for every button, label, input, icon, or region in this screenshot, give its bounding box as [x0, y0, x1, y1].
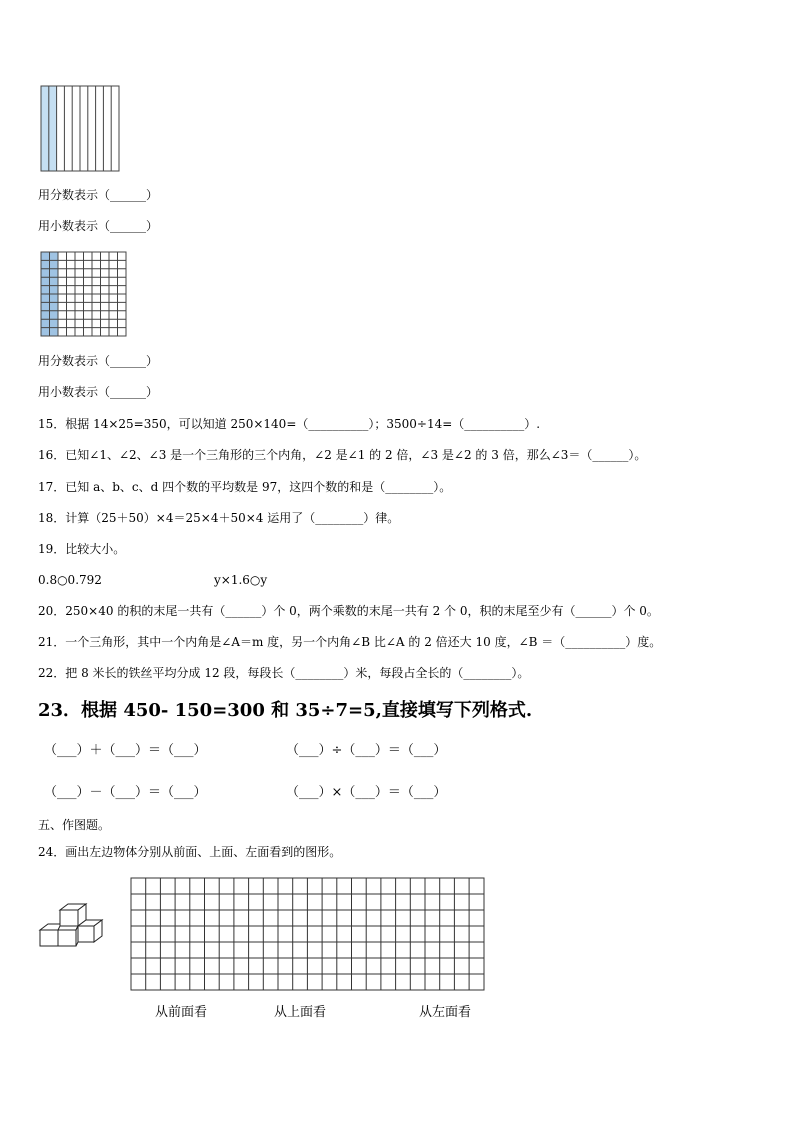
question-21: 21．一个三角形，其中一个内角是∠A＝m 度，另一个内角∠B 比∠A 的 2 倍还大 10 度，∠B ＝（__________）度。: [38, 635, 662, 649]
question-19-a: 0.8○0.792: [38, 573, 102, 587]
question-18: 18．计算（25＋50）×4＝25×4＋50×4 运用了（________）律。: [38, 511, 400, 525]
view-label-left: 从左面看: [419, 1005, 472, 1020]
fig1-fraction-label: 用分数表示（______）: [38, 188, 159, 202]
fig2-fraction-label: 用分数表示（______）: [38, 354, 159, 368]
view-label-top: 从上面看: [274, 1005, 327, 1020]
cube-stack-figure: [38, 902, 104, 952]
equation-subtract: （___）－（___）＝（___）: [44, 785, 207, 800]
fig2-decimal-label: 用小数表示（______）: [38, 385, 159, 399]
equation-multiply: （___）×（___）＝（___）: [286, 785, 447, 800]
hundred-grid-figure: [40, 251, 130, 339]
section-5-heading: 五、作图题。: [38, 818, 111, 832]
drawing-grid[interactable]: [130, 877, 486, 992]
question-20: 20．250×40 的积的末尾一共有（______）个 0，两个乘数的末尾一共有 2 个 0，积的末尾至少有（______）个 0。: [38, 604, 659, 618]
question-24: 24．画出左边物体分别从前面、上面、左面看到的图形。: [38, 845, 342, 859]
strip-fraction-figure: [40, 85, 122, 173]
equation-add: （___）＋（___）＝（___）: [44, 743, 207, 758]
question-23: 23．根据 450- 150=300 和 35÷7=5,直接填写下列格式.: [38, 700, 533, 721]
view-label-front: 从前面看: [155, 1005, 208, 1020]
fig1-decimal-label: 用小数表示（______）: [38, 219, 159, 233]
question-15: 15．根据 14×25=350，可以知道 250×140=（__________）；3500÷14=（__________）.: [38, 417, 541, 431]
question-22: 22．把 8 米长的铁丝平均分成 12 段，每段长（________）米，每段占全长的（________）。: [38, 666, 530, 680]
question-16: 16．已知∠1、∠2、∠3 是一个三角形的三个内角，∠2 是∠1 的 2 倍，∠3 是∠2 的 3 倍，那么∠3＝（______）。: [38, 448, 647, 462]
question-19-b: y×1.6○y: [214, 573, 268, 587]
drawing-grid-lines: [131, 878, 484, 990]
equation-divide: （___）÷（___）＝（___）: [286, 743, 447, 758]
question-17: 17．已知 a、b、c、d 四个数的平均数是 97，这四个数的和是（________）。: [38, 480, 452, 494]
question-19: 19．比较大小。: [38, 542, 126, 556]
cube-outlines: [40, 904, 102, 946]
